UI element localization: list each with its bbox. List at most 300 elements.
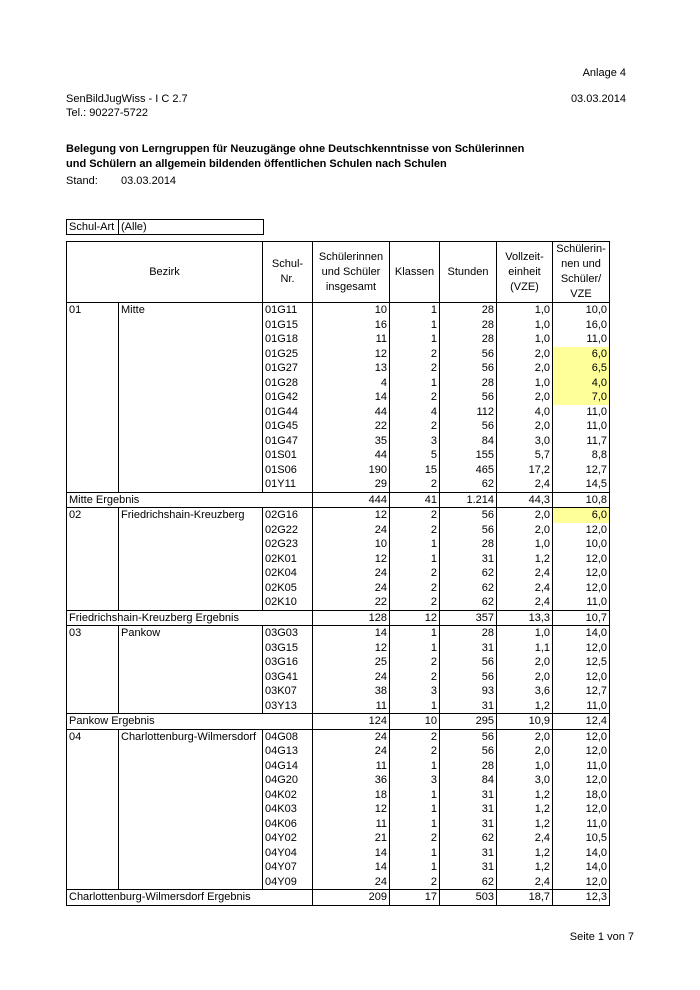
vze-value: 2,0 bbox=[497, 744, 553, 759]
klassen-count: 1 bbox=[390, 846, 440, 861]
bezirk-name bbox=[119, 817, 263, 832]
ratio-value: 12,0 bbox=[553, 802, 610, 817]
schueler-count: 16 bbox=[313, 318, 390, 333]
ratio-value: 12,5 bbox=[553, 655, 610, 670]
schul-nr: 01G45 bbox=[263, 419, 313, 434]
schul-nr: 01G44 bbox=[263, 405, 313, 420]
bezirk-name bbox=[119, 595, 263, 610]
bezirk-code bbox=[67, 477, 119, 492]
bezirk-name bbox=[119, 347, 263, 362]
schul-nr: 02G22 bbox=[263, 523, 313, 538]
bezirk-name bbox=[119, 802, 263, 817]
bezirk-code bbox=[67, 361, 119, 376]
stunden-count: 62 bbox=[440, 566, 497, 581]
schul-nr: 01G11 bbox=[263, 303, 313, 318]
ratio-value: 11,0 bbox=[553, 332, 610, 347]
bezirk-name bbox=[119, 390, 263, 405]
total-ratio: 12,3 bbox=[553, 890, 610, 906]
schueler-count: 24 bbox=[313, 566, 390, 581]
table-row bbox=[67, 744, 610, 759]
ratio-value: 11,0 bbox=[553, 817, 610, 832]
vze-value: 4,0 bbox=[497, 405, 553, 420]
bezirk-name bbox=[119, 477, 263, 492]
stunden-count: 28 bbox=[440, 376, 497, 391]
ratio-value: 18,0 bbox=[553, 788, 610, 803]
schueler-count: 44 bbox=[313, 448, 390, 463]
table-row bbox=[67, 817, 610, 832]
vze-value: 2,4 bbox=[497, 581, 553, 596]
klassen-count: 1 bbox=[390, 759, 440, 774]
stunden-count: 31 bbox=[440, 641, 497, 656]
schul-nr: 03G15 bbox=[263, 641, 313, 656]
schueler-count: 190 bbox=[313, 463, 390, 478]
bezirk-name bbox=[119, 846, 263, 861]
bezirk-code bbox=[67, 566, 119, 581]
bezirk-name: Pankow bbox=[119, 626, 263, 641]
total-schueler: 209 bbox=[313, 890, 390, 906]
vze-value: 1,2 bbox=[497, 699, 553, 714]
bezirk-code: 01 bbox=[67, 303, 119, 318]
stunden-count: 56 bbox=[440, 508, 497, 523]
ratio-value: 11,0 bbox=[553, 759, 610, 774]
bezirk-name bbox=[119, 332, 263, 347]
tel-label: Tel.: 90227-5722 bbox=[66, 107, 148, 119]
stunden-count: 28 bbox=[440, 537, 497, 552]
klassen-count: 1 bbox=[390, 376, 440, 391]
vze-value: 1,0 bbox=[497, 537, 553, 552]
col-klassen: Klassen bbox=[390, 242, 440, 303]
table-row bbox=[67, 376, 610, 391]
klassen-count: 2 bbox=[390, 729, 440, 744]
bezirk-code bbox=[67, 831, 119, 846]
ratio-value: 10,0 bbox=[553, 537, 610, 552]
bezirk-code bbox=[67, 405, 119, 420]
schul-nr: 01G47 bbox=[263, 434, 313, 449]
stunden-count: 93 bbox=[440, 684, 497, 699]
bezirk-code bbox=[67, 641, 119, 656]
ratio-value: 14,0 bbox=[553, 846, 610, 861]
ratio-value: 12,0 bbox=[553, 581, 610, 596]
stunden-count: 56 bbox=[440, 419, 497, 434]
klassen-count: 3 bbox=[390, 773, 440, 788]
stunden-count: 62 bbox=[440, 831, 497, 846]
stunden-count: 56 bbox=[440, 347, 497, 362]
stunden-count: 56 bbox=[440, 729, 497, 744]
ratio-value: 14,5 bbox=[553, 477, 610, 492]
klassen-count: 2 bbox=[390, 595, 440, 610]
vze-value: 2,0 bbox=[497, 347, 553, 362]
table-row bbox=[67, 332, 610, 347]
total-klassen: 10 bbox=[390, 714, 440, 730]
bezirk-code bbox=[67, 655, 119, 670]
group-total-row bbox=[67, 714, 610, 730]
bezirk-name: Charlottenburg-Wilmersdorf bbox=[119, 729, 263, 744]
bezirk-code bbox=[67, 684, 119, 699]
vze-value: 1,0 bbox=[497, 759, 553, 774]
table-row bbox=[67, 729, 610, 744]
schueler-count: 12 bbox=[313, 508, 390, 523]
total-ratio: 10,7 bbox=[553, 610, 610, 626]
bezirk-code bbox=[67, 347, 119, 362]
bezirk-code: 02 bbox=[67, 508, 119, 523]
bezirk-name bbox=[119, 581, 263, 596]
schul-nr: 03G41 bbox=[263, 670, 313, 685]
stand-label: Stand: bbox=[66, 175, 98, 187]
schueler-count: 24 bbox=[313, 581, 390, 596]
bezirk-code bbox=[67, 318, 119, 333]
bezirk-name bbox=[119, 448, 263, 463]
total-label: Charlottenburg-Wilmersdorf Ergebnis bbox=[67, 890, 313, 906]
schul-nr: 04K03 bbox=[263, 802, 313, 817]
schul-nr: 04Y09 bbox=[263, 875, 313, 890]
table-row bbox=[67, 347, 610, 362]
schueler-count: 11 bbox=[313, 699, 390, 714]
bezirk-code bbox=[67, 670, 119, 685]
vze-value: 1,2 bbox=[497, 817, 553, 832]
stunden-count: 155 bbox=[440, 448, 497, 463]
group-total-row bbox=[67, 610, 610, 626]
vze-value: 1,0 bbox=[497, 303, 553, 318]
vze-value: 3,6 bbox=[497, 684, 553, 699]
bezirk-code bbox=[67, 860, 119, 875]
total-vze: 10,9 bbox=[497, 714, 553, 730]
stunden-count: 56 bbox=[440, 744, 497, 759]
bezirk-name: Mitte bbox=[119, 303, 263, 318]
schueler-count: 11 bbox=[313, 759, 390, 774]
schul-nr: 03G03 bbox=[263, 626, 313, 641]
stunden-count: 56 bbox=[440, 361, 497, 376]
stunden-count: 28 bbox=[440, 759, 497, 774]
bezirk-name bbox=[119, 860, 263, 875]
bezirk-code bbox=[67, 595, 119, 610]
vze-value: 2,0 bbox=[497, 508, 553, 523]
schueler-count: 12 bbox=[313, 552, 390, 567]
ratio-value: 12,0 bbox=[553, 773, 610, 788]
bezirk-code bbox=[67, 434, 119, 449]
vze-value: 1,0 bbox=[497, 332, 553, 347]
ratio-value: 12,0 bbox=[553, 523, 610, 538]
table-row bbox=[67, 759, 610, 774]
bezirk-code bbox=[67, 376, 119, 391]
bezirk-code bbox=[67, 552, 119, 567]
table-row bbox=[67, 361, 610, 376]
table-row bbox=[67, 390, 610, 405]
bezirk-name bbox=[119, 831, 263, 846]
total-vze: 13,3 bbox=[497, 610, 553, 626]
schueler-count: 24 bbox=[313, 523, 390, 538]
bezirk-code bbox=[67, 699, 119, 714]
bezirk-name bbox=[119, 419, 263, 434]
schul-nr: 04G08 bbox=[263, 729, 313, 744]
bezirk-name bbox=[119, 463, 263, 478]
klassen-count: 1 bbox=[390, 788, 440, 803]
anlage-label: Anlage 4 bbox=[582, 67, 626, 79]
table-row bbox=[67, 405, 610, 420]
page-number: Seite 1 von 7 bbox=[569, 931, 634, 943]
col-bezirk: Bezirk bbox=[67, 242, 263, 303]
table-row bbox=[67, 626, 610, 641]
schul-nr: 02K10 bbox=[263, 595, 313, 610]
bezirk-code bbox=[67, 419, 119, 434]
bezirk-name bbox=[119, 318, 263, 333]
vze-value: 2,4 bbox=[497, 595, 553, 610]
bezirk-name bbox=[119, 670, 263, 685]
schul-nr: 04G20 bbox=[263, 773, 313, 788]
org-label: SenBildJugWiss - I C 2.7 bbox=[66, 93, 188, 105]
vze-value: 1,2 bbox=[497, 802, 553, 817]
klassen-count: 1 bbox=[390, 817, 440, 832]
ratio-value: 12,0 bbox=[553, 670, 610, 685]
klassen-count: 2 bbox=[390, 566, 440, 581]
ratio-value: 11,0 bbox=[553, 595, 610, 610]
vze-value: 2,0 bbox=[497, 361, 553, 376]
klassen-count: 2 bbox=[390, 670, 440, 685]
stunden-count: 28 bbox=[440, 303, 497, 318]
table-row bbox=[67, 684, 610, 699]
stunden-count: 62 bbox=[440, 477, 497, 492]
ratio-value: 12,0 bbox=[553, 729, 610, 744]
total-stunden: 295 bbox=[440, 714, 497, 730]
schul-nr: 01G15 bbox=[263, 318, 313, 333]
schueler-count: 11 bbox=[313, 817, 390, 832]
table-row bbox=[67, 463, 610, 478]
schul-nr: 01G42 bbox=[263, 390, 313, 405]
schul-nr: 03K07 bbox=[263, 684, 313, 699]
schueler-count: 25 bbox=[313, 655, 390, 670]
klassen-count: 1 bbox=[390, 626, 440, 641]
col-stunden: Stunden bbox=[440, 242, 497, 303]
vze-value: 1,1 bbox=[497, 641, 553, 656]
stunden-count: 62 bbox=[440, 581, 497, 596]
bezirk-code bbox=[67, 581, 119, 596]
table-row bbox=[67, 419, 610, 434]
table-row bbox=[67, 552, 610, 567]
total-ratio: 12,4 bbox=[553, 714, 610, 730]
klassen-count: 1 bbox=[390, 802, 440, 817]
ratio-value: 11,0 bbox=[553, 405, 610, 420]
bezirk-code bbox=[67, 846, 119, 861]
bezirk-name bbox=[119, 552, 263, 567]
schul-nr: 04Y02 bbox=[263, 831, 313, 846]
bezirk-code bbox=[67, 773, 119, 788]
klassen-count: 3 bbox=[390, 434, 440, 449]
bezirk-code bbox=[67, 875, 119, 890]
schueler-count: 22 bbox=[313, 595, 390, 610]
table-row bbox=[67, 641, 610, 656]
table-row bbox=[67, 802, 610, 817]
vze-value: 1,2 bbox=[497, 860, 553, 875]
ratio-value: 12,7 bbox=[553, 684, 610, 699]
vze-value: 1,0 bbox=[497, 376, 553, 391]
vze-value: 3,0 bbox=[497, 434, 553, 449]
table-row bbox=[67, 655, 610, 670]
schul-nr: 03Y13 bbox=[263, 699, 313, 714]
col-vze: Vollzeit-einheit (VZE) bbox=[497, 242, 553, 303]
total-ratio: 10,8 bbox=[553, 492, 610, 508]
ratio-value: 14,0 bbox=[553, 626, 610, 641]
total-schueler: 128 bbox=[313, 610, 390, 626]
schueler-count: 12 bbox=[313, 641, 390, 656]
klassen-count: 3 bbox=[390, 684, 440, 699]
doc-title-line2: und Schülern an allgemein bildenden öffentlichen Schulen nach Schulen bbox=[66, 158, 447, 170]
vze-value: 5,7 bbox=[497, 448, 553, 463]
stunden-count: 31 bbox=[440, 699, 497, 714]
bezirk-code bbox=[67, 537, 119, 552]
doc-title-line1: Belegung von Lerngruppen für Neuzugänge ohne Deutschkenntnisse von Schülerinnen bbox=[66, 143, 525, 155]
vze-value: 2,0 bbox=[497, 419, 553, 434]
bezirk-name bbox=[119, 875, 263, 890]
vze-value: 2,4 bbox=[497, 566, 553, 581]
klassen-count: 2 bbox=[390, 523, 440, 538]
ratio-value: 7,0 bbox=[553, 390, 610, 405]
klassen-count: 4 bbox=[390, 405, 440, 420]
schul-nr: 01G28 bbox=[263, 376, 313, 391]
schueler-count: 44 bbox=[313, 405, 390, 420]
klassen-count: 1 bbox=[390, 641, 440, 656]
stunden-count: 31 bbox=[440, 817, 497, 832]
stunden-count: 28 bbox=[440, 332, 497, 347]
total-label: Pankow Ergebnis bbox=[67, 714, 313, 730]
bezirk-code bbox=[67, 523, 119, 538]
stunden-count: 31 bbox=[440, 788, 497, 803]
total-stunden: 503 bbox=[440, 890, 497, 906]
ratio-value: 12,0 bbox=[553, 641, 610, 656]
vze-value: 1,2 bbox=[497, 552, 553, 567]
table-row bbox=[67, 477, 610, 492]
klassen-count: 2 bbox=[390, 477, 440, 492]
schueler-count: 10 bbox=[313, 537, 390, 552]
vze-value: 2,0 bbox=[497, 655, 553, 670]
vze-value: 2,4 bbox=[497, 875, 553, 890]
vze-value: 1,2 bbox=[497, 788, 553, 803]
schul-nr: 01G27 bbox=[263, 361, 313, 376]
vze-value: 2,0 bbox=[497, 729, 553, 744]
schueler-count: 22 bbox=[313, 419, 390, 434]
ratio-value: 8,8 bbox=[553, 448, 610, 463]
stunden-count: 31 bbox=[440, 802, 497, 817]
vze-value: 2,0 bbox=[497, 670, 553, 685]
bezirk-name bbox=[119, 699, 263, 714]
bezirk-name bbox=[119, 773, 263, 788]
ratio-value: 12,0 bbox=[553, 552, 610, 567]
klassen-count: 2 bbox=[390, 875, 440, 890]
schul-nr: 04G14 bbox=[263, 759, 313, 774]
ratio-value: 4,0 bbox=[553, 376, 610, 391]
vze-value: 1,0 bbox=[497, 626, 553, 641]
total-schueler: 124 bbox=[313, 714, 390, 730]
vze-value: 2,0 bbox=[497, 523, 553, 538]
schul-nr: 04Y04 bbox=[263, 846, 313, 861]
table-row bbox=[67, 537, 610, 552]
stunden-count: 31 bbox=[440, 860, 497, 875]
schueler-count: 14 bbox=[313, 626, 390, 641]
filter-label: Schul-Art bbox=[69, 221, 115, 233]
vze-value: 2,4 bbox=[497, 477, 553, 492]
ratio-value: 12,0 bbox=[553, 744, 610, 759]
schueler-count: 13 bbox=[313, 361, 390, 376]
table-row bbox=[67, 670, 610, 685]
total-klassen: 41 bbox=[390, 492, 440, 508]
schul-nr: 04K06 bbox=[263, 817, 313, 832]
schueler-count: 21 bbox=[313, 831, 390, 846]
schueler-count: 11 bbox=[313, 332, 390, 347]
schueler-count: 38 bbox=[313, 684, 390, 699]
bezirk-code: 04 bbox=[67, 729, 119, 744]
bezirk-code bbox=[67, 817, 119, 832]
klassen-count: 2 bbox=[390, 390, 440, 405]
klassen-count: 15 bbox=[390, 463, 440, 478]
schul-nr: 02G23 bbox=[263, 537, 313, 552]
stunden-count: 56 bbox=[440, 655, 497, 670]
schueler-count: 35 bbox=[313, 434, 390, 449]
ratio-value: 12,0 bbox=[553, 566, 610, 581]
bezirk-name bbox=[119, 405, 263, 420]
schueler-count: 24 bbox=[313, 875, 390, 890]
schul-nr: 02K05 bbox=[263, 581, 313, 596]
schul-nr: 02G16 bbox=[263, 508, 313, 523]
stunden-count: 56 bbox=[440, 390, 497, 405]
schueler-count: 12 bbox=[313, 347, 390, 362]
klassen-count: 2 bbox=[390, 508, 440, 523]
total-stunden: 357 bbox=[440, 610, 497, 626]
ratio-value: 6,5 bbox=[553, 361, 610, 376]
table-row bbox=[67, 448, 610, 463]
total-vze: 18,7 bbox=[497, 890, 553, 906]
total-stunden: 1.214 bbox=[440, 492, 497, 508]
table-row bbox=[67, 860, 610, 875]
vze-value: 3,0 bbox=[497, 773, 553, 788]
ratio-value: 10,5 bbox=[553, 831, 610, 846]
klassen-count: 2 bbox=[390, 419, 440, 434]
bezirk-code: 03 bbox=[67, 626, 119, 641]
klassen-count: 1 bbox=[390, 303, 440, 318]
bezirk-name bbox=[119, 361, 263, 376]
bezirk-name bbox=[119, 376, 263, 391]
stand-value: 03.03.2014 bbox=[121, 175, 177, 187]
schueler-count: 4 bbox=[313, 376, 390, 391]
date-label: 03.03.2014 bbox=[570, 93, 626, 105]
ratio-value: 10,0 bbox=[553, 303, 610, 318]
stunden-count: 31 bbox=[440, 552, 497, 567]
schul-nr: 03G16 bbox=[263, 655, 313, 670]
schueler-count: 14 bbox=[313, 390, 390, 405]
klassen-count: 1 bbox=[390, 332, 440, 347]
stunden-count: 112 bbox=[440, 405, 497, 420]
vze-value: 2,0 bbox=[497, 390, 553, 405]
table-row bbox=[67, 788, 610, 803]
table-row bbox=[67, 434, 610, 449]
klassen-count: 2 bbox=[390, 361, 440, 376]
bezirk-code bbox=[67, 390, 119, 405]
ratio-value: 12,7 bbox=[553, 463, 610, 478]
klassen-count: 1 bbox=[390, 699, 440, 714]
col-schulnr: Schul-Nr. bbox=[263, 242, 313, 303]
bezirk-code bbox=[67, 332, 119, 347]
filter-value: (Alle) bbox=[121, 221, 147, 233]
table-header bbox=[67, 242, 610, 303]
table-row bbox=[67, 831, 610, 846]
schul-nr: 01Y11 bbox=[263, 477, 313, 492]
total-klassen: 17 bbox=[390, 890, 440, 906]
bezirk-code bbox=[67, 448, 119, 463]
stunden-count: 56 bbox=[440, 670, 497, 685]
bezirk-name bbox=[119, 537, 263, 552]
table-row bbox=[67, 875, 610, 890]
bezirk-code bbox=[67, 759, 119, 774]
col-schueler: Schülerinnen und Schüler insgesamt bbox=[313, 242, 390, 303]
table-row bbox=[67, 303, 610, 318]
bezirk-name bbox=[119, 641, 263, 656]
